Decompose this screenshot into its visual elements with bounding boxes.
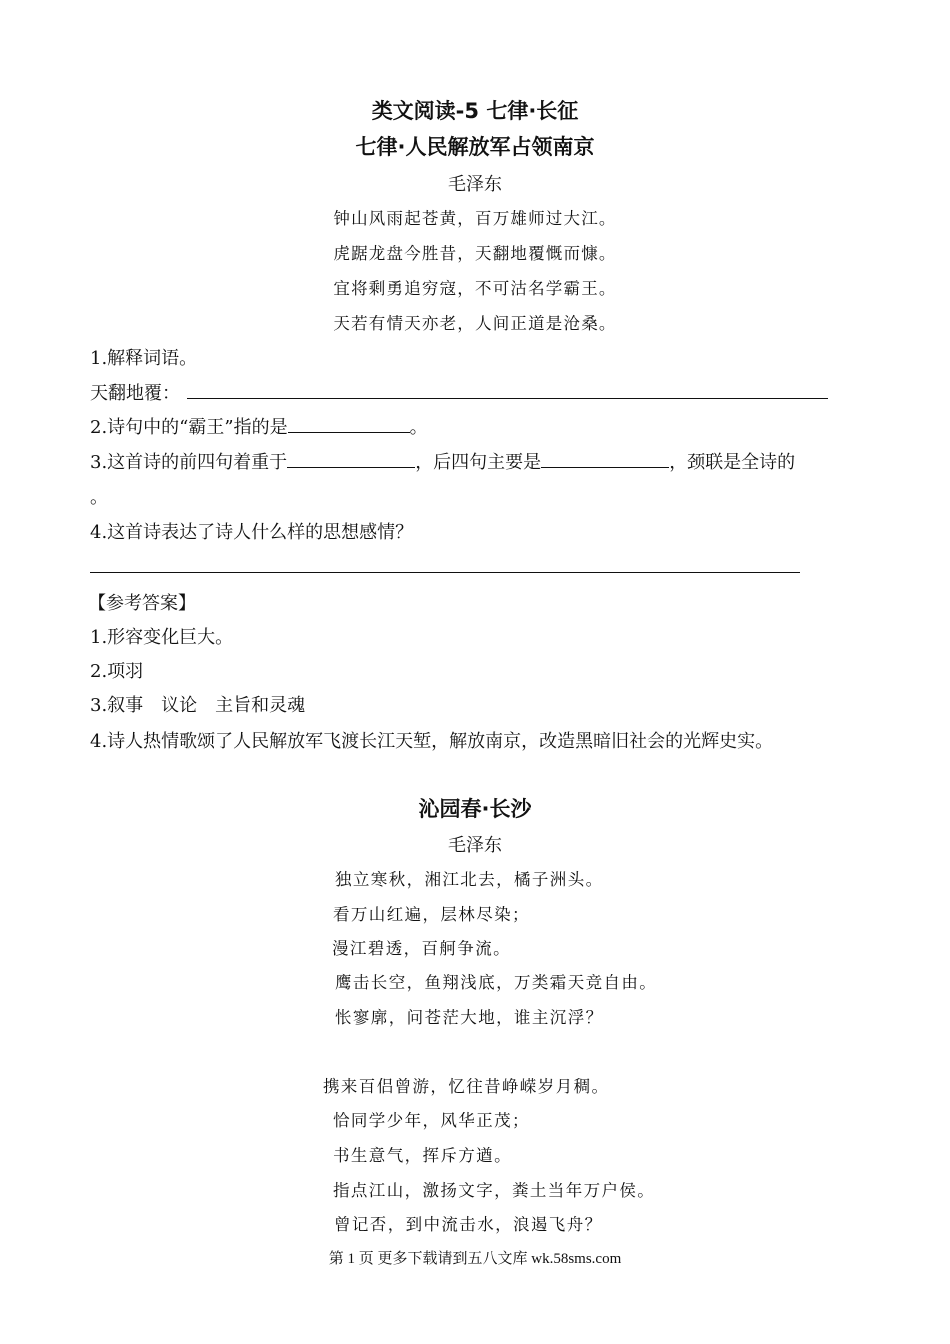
answer-item: 2.项羽: [90, 661, 144, 682]
question-2-text: 2.诗句中的“霸王”指的是: [90, 417, 288, 438]
answers-heading: 【参考答案】: [88, 593, 196, 614]
poem2-line: 恰同学少年，风华正茂；: [333, 1111, 530, 1130]
question-4: 4.这首诗表达了诗人什么样的思想感情？: [90, 522, 414, 543]
answer-item: 4.诗人热情歌颂了人民解放军飞渡长江天堑，解放南京，改造黑暗旧社会的光辉史实。: [90, 731, 774, 752]
poem1-title: 七律·人民解放军占领南京: [355, 135, 595, 159]
poem1-line: 天若有情天亦老，人间正道是沧桑。: [333, 314, 617, 333]
question-3-end: 。: [90, 487, 108, 508]
poem2-line: 书生意气，挥斥方遒。: [333, 1146, 512, 1165]
poem2-line: 看万山红遍，层林尽染；: [333, 905, 530, 924]
poem2-line: 曾记否，到中流击水，浪遏飞舟？: [334, 1215, 603, 1234]
poem2-line: 漫江碧透，百舸争流。: [332, 939, 511, 958]
answer-blank-line: [187, 398, 828, 399]
poem2-line: 携来百侣曾游，忆往昔峥嵘岁月稠。: [323, 1077, 610, 1096]
question-3-text-c: ，颈联是全诗的: [669, 452, 796, 473]
question-2-end: 。: [409, 417, 428, 438]
poem2-line: 独立寒秋，湘江北去，橘子洲头。: [335, 870, 604, 889]
answer-item: 3.叙事 议论 主旨和灵魂: [90, 695, 306, 716]
answer-item: 1.形容变化巨大。: [90, 627, 234, 648]
poem1-line: 宜将剩勇追穷寇，不可沽名学霸王。: [333, 279, 617, 298]
poem2-line: 怅寥廓，问苍茫大地，谁主沉浮？: [335, 1008, 604, 1027]
question-1: 1.解释词语。: [90, 348, 198, 369]
document-header-title: 类文阅读-5 七律·长征: [371, 99, 579, 123]
question-1-term: 天翻地覆：: [90, 383, 180, 404]
poem2-line: 指点江山，激扬文字，粪土当年万户侯。: [333, 1181, 656, 1200]
poem2-author: 毛泽东: [448, 835, 502, 856]
answer-blank: [288, 431, 410, 433]
page-footer: 第 1 页 更多下载请到五八文库 wk.58sms.com: [328, 1251, 622, 1267]
poem2-title: 沁园春·长沙: [418, 797, 532, 821]
question-3-text-a: 3.这首诗的前四句着重于: [90, 452, 288, 473]
answer-blank: [287, 466, 415, 468]
question-3: [90, 448, 795, 474]
poem1-author: 毛泽东: [448, 174, 502, 195]
question-3-text-b: ，后四句主要是: [415, 452, 542, 473]
poem2-line: 鹰击长空，鱼翔浅底，万类霜天竞自由。: [335, 973, 658, 992]
answer-blank: [541, 466, 669, 468]
poem1-line: 虎踞龙盘今胜昔，天翻地覆慨而慷。: [333, 244, 617, 263]
question-2: [90, 413, 428, 439]
poem1-line: 钟山风雨起苍黄，百万雄师过大江。: [333, 209, 617, 228]
answer-blank-line: [90, 572, 800, 573]
